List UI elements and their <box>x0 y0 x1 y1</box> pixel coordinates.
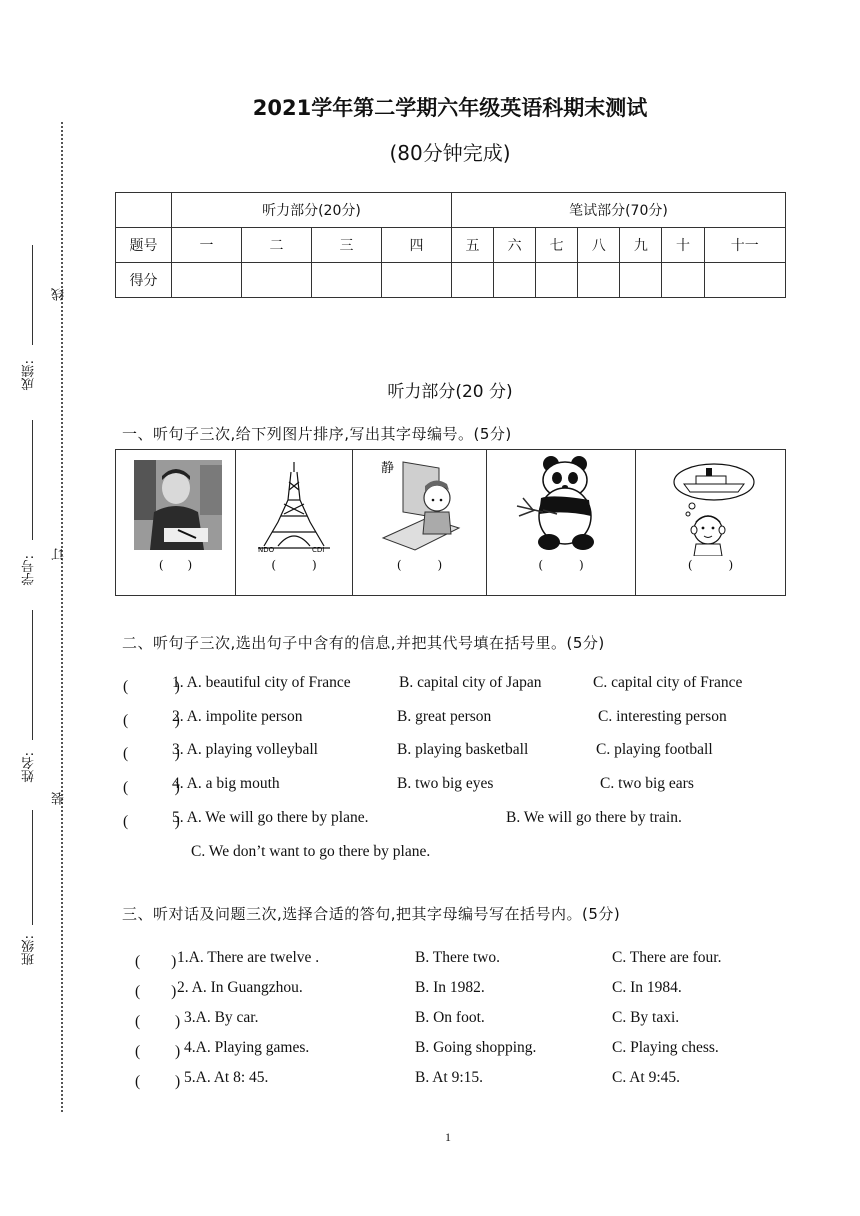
section3-q1-blank[interactable]: ( ) <box>135 953 177 970</box>
section2-q5-blank[interactable]: ( ) <box>123 813 180 830</box>
question-number-cell: 十 <box>662 228 704 263</box>
question-number-cell: 四 <box>381 228 451 263</box>
section3-q1-option-c: C. There are four. <box>612 949 722 966</box>
section2-q1-option-b: B. capital city of Japan <box>399 674 542 691</box>
picture-ordering-box <box>115 449 786 596</box>
picture-cell <box>487 450 636 595</box>
bind-char-line: 线 <box>52 288 67 301</box>
tower-caption-left: NDO <box>258 546 275 552</box>
section3-q3-blank[interactable]: ( ) <box>135 1013 181 1030</box>
section1-heading: 一、听句子三次,给下列图片排序,写出其字母编号。(5分) <box>122 425 512 443</box>
question-number-cell: 七 <box>536 228 578 263</box>
exam-title: 2021学年第二学期六年级英语科期末测试 <box>252 96 648 120</box>
score-cell[interactable] <box>536 263 578 298</box>
score-cell[interactable] <box>381 263 451 298</box>
quiet-sign: 静 <box>381 461 395 476</box>
section2-q2-blank[interactable]: ( ) <box>123 712 180 729</box>
section2-q2-option-a: 2. A. impolite person <box>172 708 303 725</box>
section3-q5-option-b: B. At 9:15. <box>415 1069 484 1086</box>
question-number-cell: 十一 <box>704 228 786 263</box>
section2-q1-option-a: 1. A. beautiful city of France <box>172 674 351 691</box>
section2-q5-option-b: B. We will go there by train. <box>506 809 682 826</box>
section3-q4-option-b: B. Going shopping. <box>415 1039 537 1056</box>
section2-q3-option-a: 3. A. playing volleyball <box>172 741 318 758</box>
section3-heading: 三、听对话及问题三次,选择合适的答句,把其字母编号写在括号内。(5分) <box>122 905 621 923</box>
boy-dreaming-picture <box>662 460 758 556</box>
score-cell[interactable] <box>241 263 311 298</box>
score-cell[interactable] <box>172 263 242 298</box>
section3-q2-option-c: C. In 1984. <box>612 979 682 996</box>
listening-part-header: 听力部分(20分) <box>172 193 452 228</box>
panda-picture <box>513 454 609 552</box>
question-number-cell: 九 <box>620 228 662 263</box>
margin-label-name: 姓名: <box>22 752 37 783</box>
eiffel-tower-picture <box>254 460 334 552</box>
question-number-cell: 三 <box>311 228 381 263</box>
section2-q4-option-c: C. two big ears <box>600 775 694 792</box>
score-cell[interactable] <box>704 263 786 298</box>
section2-q4-option-a: 4. A. a big mouth <box>172 775 280 792</box>
section3-q4-option-c: C. Playing chess. <box>612 1039 719 1056</box>
score-cell[interactable] <box>451 263 493 298</box>
section3-q5-option-c: C. At 9:45. <box>612 1069 681 1086</box>
blank-line-name <box>32 610 33 740</box>
writing-part-header: 笔试部分(70分) <box>451 193 785 228</box>
exam-subtitle: (80分钟完成) <box>389 141 511 165</box>
section2-q3-blank[interactable]: ( ) <box>123 745 180 762</box>
score-cell[interactable] <box>662 263 704 298</box>
section2-q1-blank[interactable]: ( ) <box>123 678 180 695</box>
bind-char-bind: 装 <box>52 792 67 805</box>
section3-q1-option-a: 1.A. There are twelve . <box>177 949 320 966</box>
question-number-label: 题号 <box>116 228 172 263</box>
blank-line-score <box>32 245 33 345</box>
section2-q3-option-c: C. playing football <box>596 741 713 758</box>
man-writing-picture <box>134 460 222 550</box>
section3-q3-option-c: C. By taxi. <box>612 1009 680 1026</box>
section2-q2-option-c: C. interesting person <box>598 708 727 725</box>
answer-blank-5[interactable]: ( ) <box>687 558 734 572</box>
section2-q1-option-c: C. capital city of France <box>593 674 743 691</box>
section3-q4-blank[interactable]: ( ) <box>135 1043 181 1060</box>
score-cell[interactable] <box>311 263 381 298</box>
tower-caption-right: CDI <box>312 546 325 552</box>
question-number-cell: 五 <box>451 228 493 263</box>
page-number: 1 <box>445 1130 451 1144</box>
section2-q4-option-b: B. two big eyes <box>397 775 494 792</box>
answer-blank-2[interactable]: ( ) <box>271 558 317 572</box>
section3-q5-option-a: 5.A. At 8: 45. <box>184 1069 269 1086</box>
section3-q5-blank[interactable]: ( ) <box>135 1073 181 1090</box>
score-label: 得分 <box>116 263 172 298</box>
picture-cell <box>353 450 487 595</box>
picture-cell <box>236 450 353 595</box>
section2-q3-option-b: B. playing basketball <box>397 741 529 758</box>
blank-line-class <box>32 810 33 925</box>
section3-q1-option-b: B. There two. <box>415 949 500 966</box>
answer-blank-3[interactable]: ( ) <box>396 558 443 572</box>
answer-blank-4[interactable]: ( ) <box>538 558 584 572</box>
section3-q3-option-b: B. On foot. <box>415 1009 485 1026</box>
listening-section-title: 听力部分(20 分) <box>387 382 513 402</box>
section2-q4-blank[interactable]: ( ) <box>123 779 180 796</box>
picture-cell <box>116 450 236 595</box>
score-cell[interactable] <box>494 263 536 298</box>
score-table <box>115 192 786 298</box>
boy-reading-picture <box>379 458 463 552</box>
section2-q5-option-a: 5. A. We will go there by plane. <box>172 809 369 826</box>
margin-label-class: 班级: <box>22 935 37 966</box>
section3-q2-blank[interactable]: ( ) <box>135 983 177 1000</box>
blank-line-student-id <box>32 420 33 540</box>
score-cell[interactable] <box>620 263 662 298</box>
bind-char-staple: 订 <box>52 548 67 561</box>
picture-cell <box>636 450 785 595</box>
margin-label-score: 成绩: <box>22 360 37 391</box>
section3-q2-option-b: B. In 1982. <box>415 979 485 996</box>
section2-q2-option-b: B. great person <box>397 708 492 725</box>
section3-q4-option-a: 4.A. Playing games. <box>184 1039 310 1056</box>
question-number-cell: 六 <box>494 228 536 263</box>
margin-label-student-id: 学号: <box>22 555 37 586</box>
binding-dotted-line <box>61 122 63 1112</box>
section3-q2-option-a: 2. A. In Guangzhou. <box>177 979 303 996</box>
answer-blank-1[interactable]: ( ) <box>158 558 193 572</box>
section2-q5-option-c: C. We don’t want to go there by plane. <box>191 843 431 860</box>
question-number-cell: 一 <box>172 228 242 263</box>
section2-heading: 二、听句子三次,选出句子中含有的信息,并把其代号填在括号里。(5分) <box>122 634 605 652</box>
question-number-cell: 二 <box>241 228 311 263</box>
score-cell[interactable] <box>578 263 620 298</box>
section3-q3-option-a: 3.A. By car. <box>184 1009 259 1026</box>
question-number-cell: 八 <box>578 228 620 263</box>
